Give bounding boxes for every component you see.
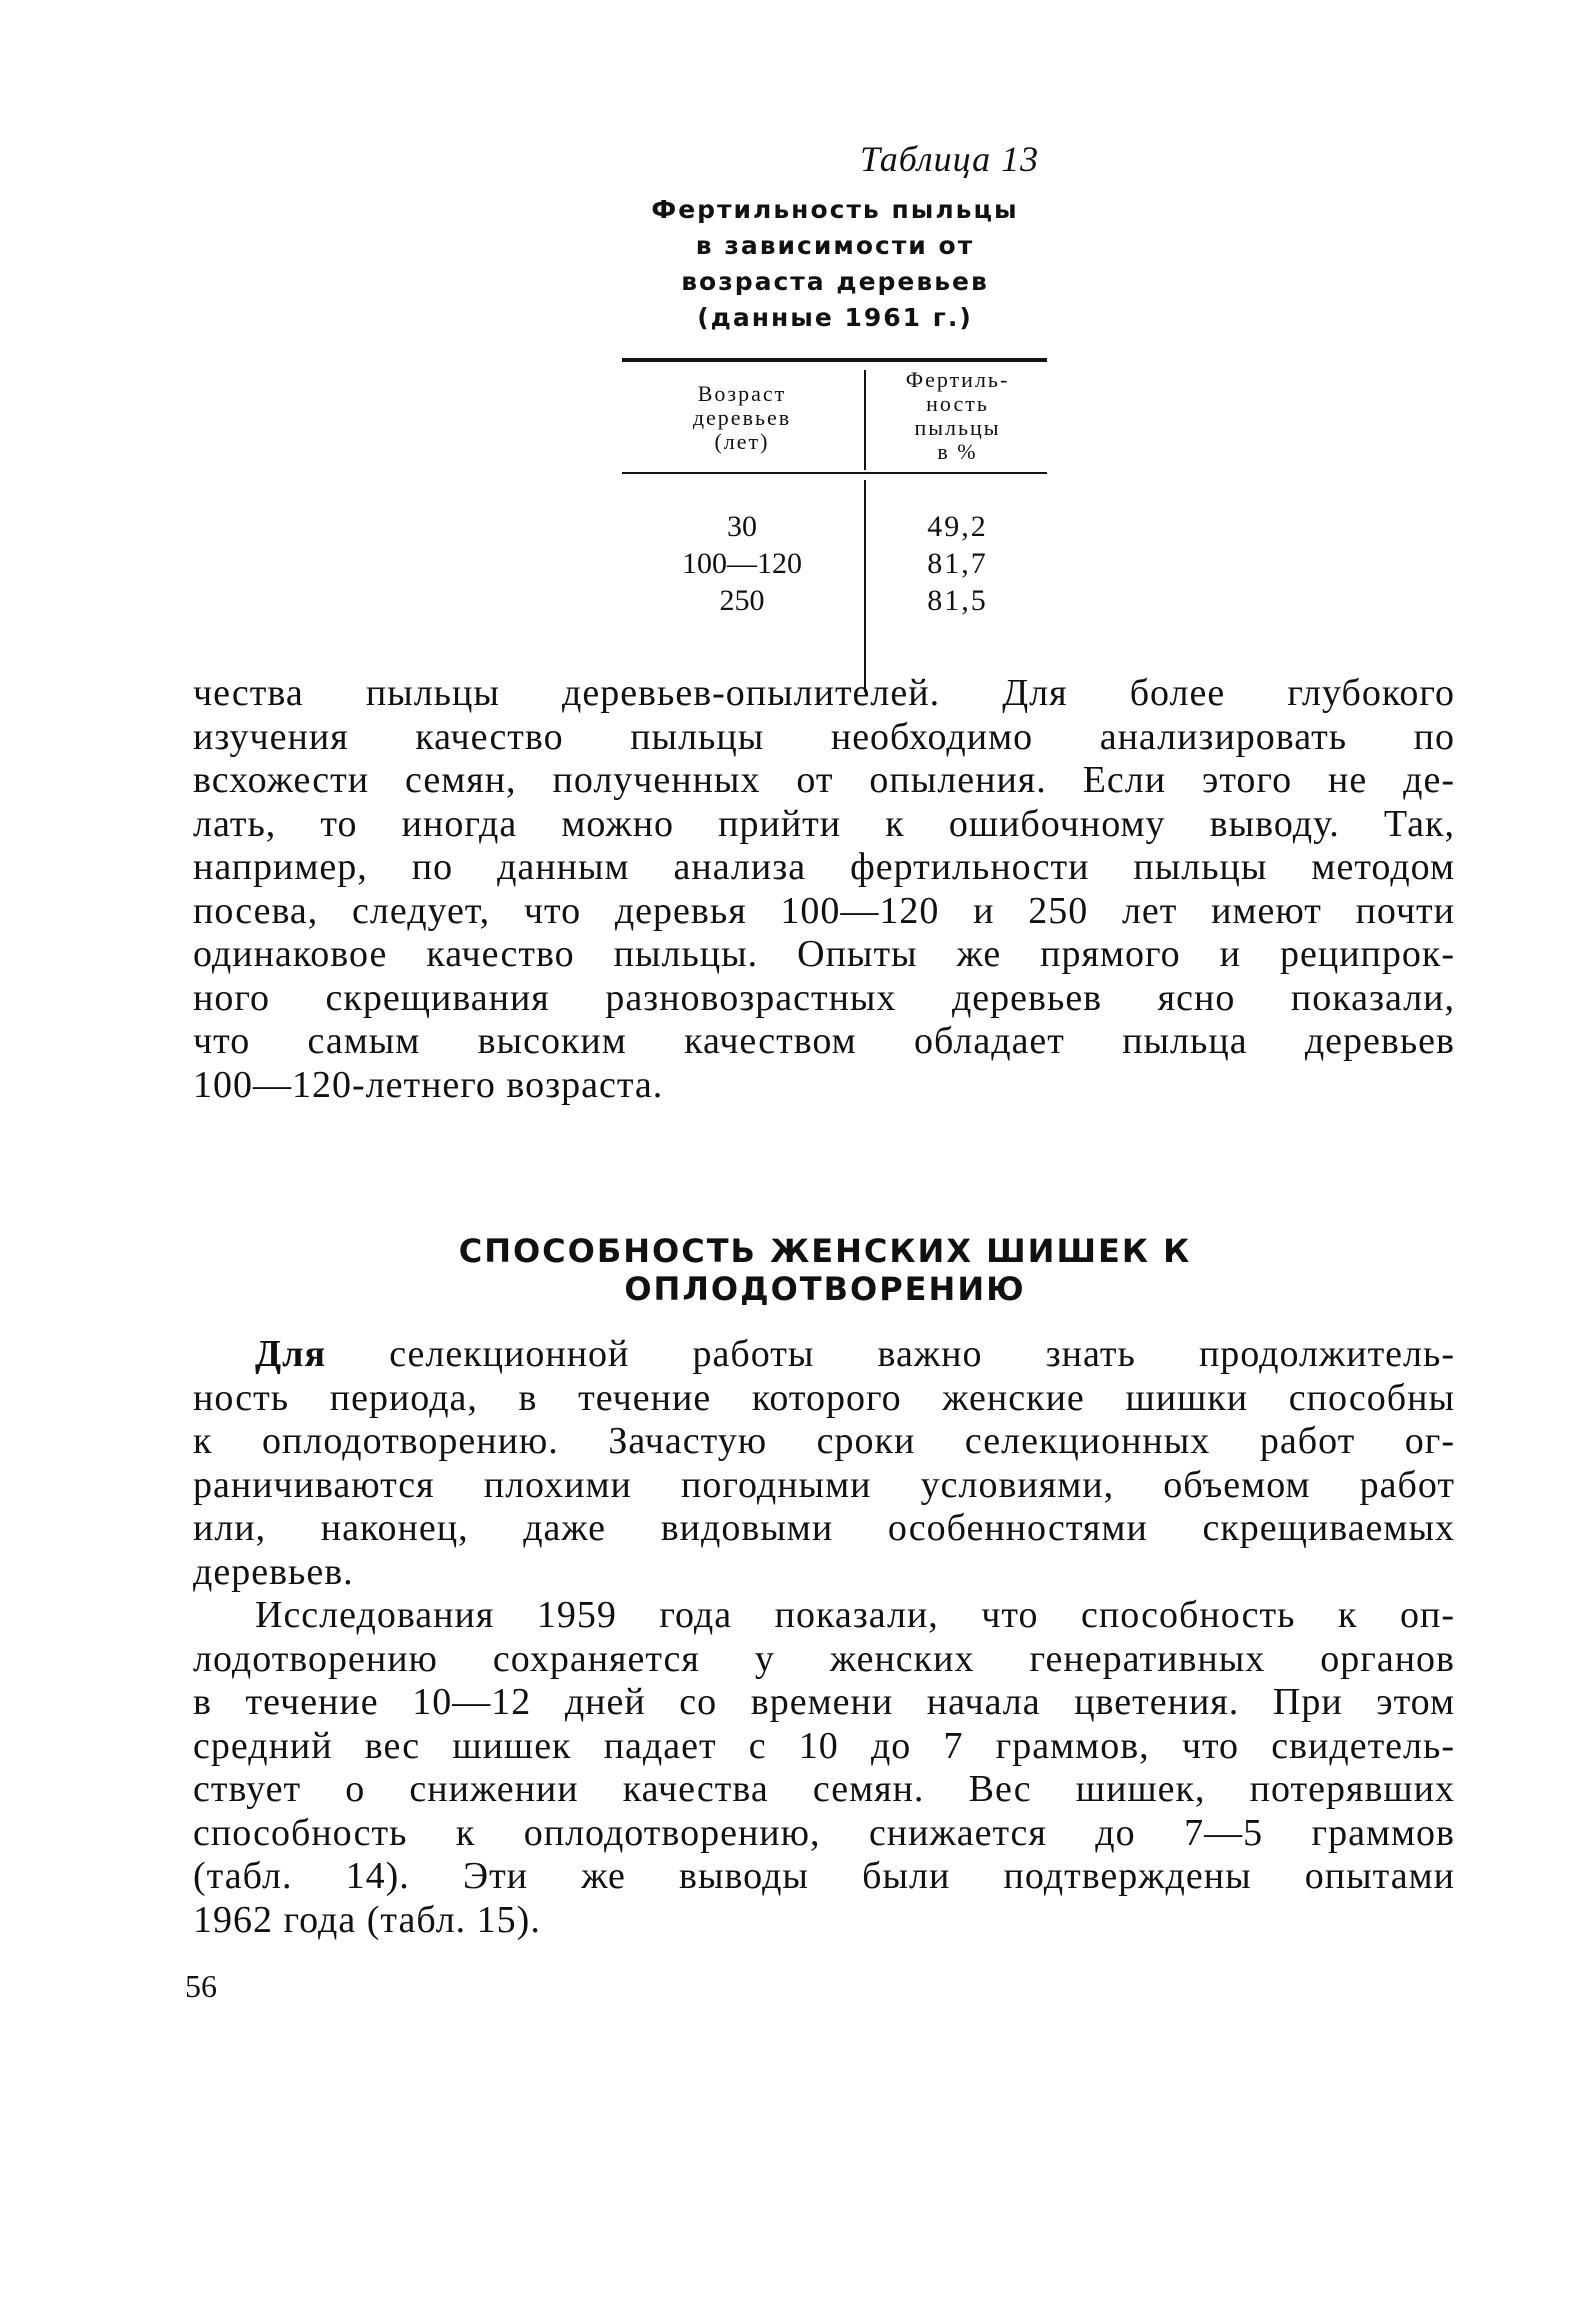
text-line: одинаковое качество пыльцы. Опыты же прямого и реципрок-	[193, 933, 1455, 975]
table-header-age	[622, 382, 862, 454]
text-line: что самым высоким качеством обладает пыльца деревьев	[193, 1020, 1455, 1062]
table-header-fertility	[868, 368, 1047, 464]
table-cell-age: 30	[727, 510, 757, 543]
table-column-fertility	[868, 508, 1047, 619]
text-line: всхожести семян, полученных от опыления. Если этого не де-	[193, 759, 1455, 801]
text-line: средний вес шишек падает с 10 до 7 граммов, что свидетель-	[193, 1724, 1455, 1767]
table-cell-fertility: 81,7	[927, 547, 988, 580]
table-title-line: (данные 1961 г.)	[697, 303, 973, 332]
table-title-line: Фертильность пыльцы	[651, 195, 1019, 224]
text-line: ность периода, в течение которого женские шишки способны	[193, 1376, 1455, 1419]
text-line: раничиваются плохими погодными условиями, объемом работ	[193, 1463, 1455, 1506]
text-line: ного скрещивания разновозрастных деревьев ясно показали,	[193, 976, 1455, 1019]
lead-word: Для	[255, 1333, 327, 1375]
text-line: деревьев.	[193, 1550, 354, 1593]
table-cell-age: 250	[719, 584, 765, 617]
table-column-divider	[864, 480, 866, 692]
header-line: в %	[937, 439, 978, 464]
table-title	[620, 192, 1050, 336]
table-cell-age: 100—120	[682, 547, 802, 580]
text-line	[193, 1333, 1455, 1377]
text-line-rest: селекционной работы важно знать продолжитель-	[326, 1333, 1455, 1375]
text-line: способность к оплодотворению, снижается до 7—5 граммов	[193, 1811, 1455, 1854]
table-caption: Таблица 13	[860, 139, 1040, 179]
header-line: Возраст	[697, 381, 787, 406]
page-number: 56	[185, 1968, 217, 2004]
table-column-age	[622, 508, 862, 619]
header-line: (лет)	[714, 429, 770, 454]
table-cell-fertility: 81,5	[927, 584, 988, 617]
paragraph	[193, 1333, 1455, 1594]
table-top-rule	[622, 358, 1047, 362]
table-column-divider	[864, 370, 866, 470]
text-line: к оплодотворению. Зачастую сроки селекционных работ ог-	[193, 1420, 1455, 1462]
text-line: ствует о снижении качества семян. Вес шишек, потерявших	[193, 1768, 1455, 1810]
text-line: посева, следует, что деревья 100—120 и 250 лет имеют почти	[193, 889, 1455, 932]
text-line: лодотворению сохраняется у женских генеративных органов	[193, 1637, 1455, 1680]
text-line: 1962 года (табл. 15).	[193, 1898, 541, 1941]
text-line: изучения качество пыльцы необходимо анализировать по	[193, 715, 1455, 758]
table-header-rule	[622, 472, 1047, 474]
table-cell-fertility: 49,2	[927, 510, 988, 543]
text-line: или, наконец, даже видовыми особенностями скрещиваемых	[193, 1507, 1455, 1549]
section-heading: СПОСОБНОСТЬ ЖЕНСКИХ ШИШЕК К ОПЛОДОТВОРЕНИЮ	[458, 1232, 1192, 1308]
text-line: лать, то иногда можно прийти к ошибочному выводу. Так,	[193, 802, 1455, 845]
header-line: ность	[926, 391, 989, 416]
text-line: чества пыльцы деревьев-опылителей. Для более глубокого	[193, 672, 1455, 714]
paragraph-continuation	[193, 672, 1455, 1107]
header-line: пыльцы	[914, 415, 1001, 440]
header-line: деревьев	[692, 405, 792, 430]
text-line: (табл. 14). Эти же выводы были подтверждены опытами	[193, 1855, 1455, 1897]
paragraph	[193, 1594, 1455, 1942]
table-title-line: в зависимости от	[695, 231, 975, 260]
text-line: Исследования 1959 года показали, что способность к оп-	[255, 1594, 1455, 1636]
text-line: например, по данным анализа фертильности пыльцы методом	[193, 846, 1455, 888]
table-title-line: возраста деревьев	[681, 267, 989, 296]
text-line: в течение 10—12 дней со времени начала цветения. При этом	[193, 1681, 1455, 1723]
text-line: 100—120-летнего возраста.	[193, 1063, 664, 1106]
header-line: Фертиль-	[905, 367, 1010, 392]
